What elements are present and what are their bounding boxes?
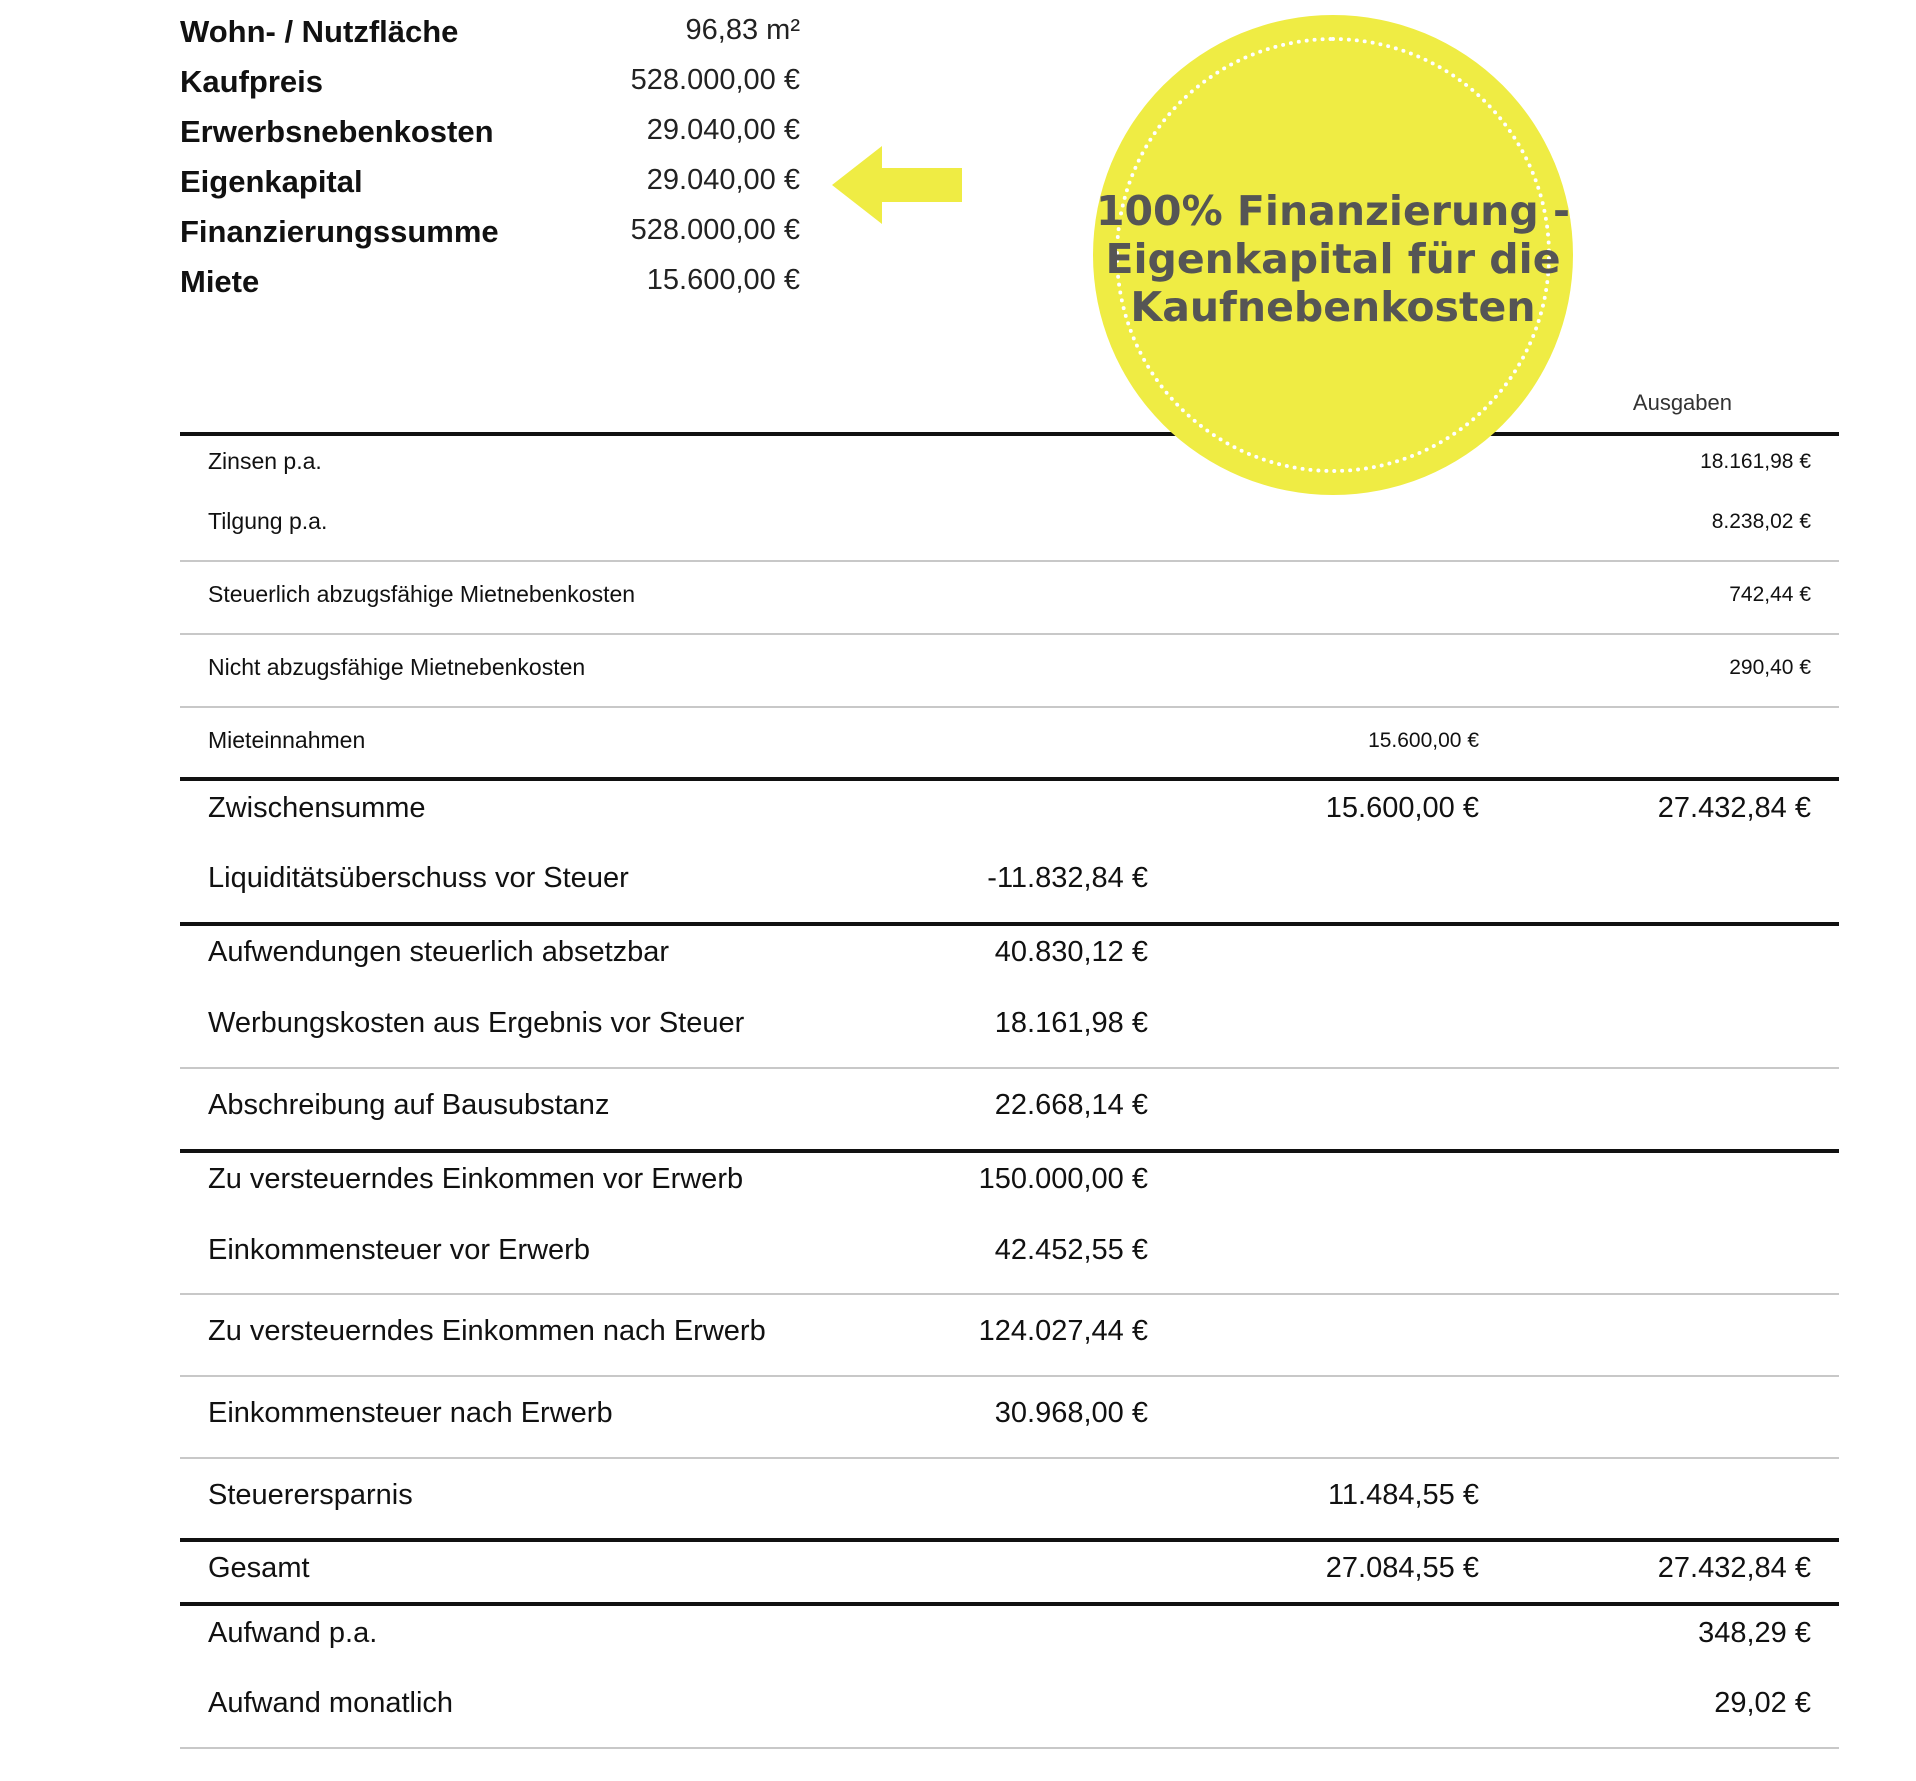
row-divider: [180, 1293, 1839, 1295]
table-row-value: 42.452,55 €: [994, 1234, 1148, 1266]
table-row-label: Einkommensteuer vor Erwerb: [208, 1234, 590, 1266]
summary-value: 29.040,00 €: [646, 114, 800, 146]
summary-value: 528.000,00 €: [630, 214, 800, 246]
row-divider: [180, 1375, 1839, 1377]
table-row-label: Aufwendungen steuerlich absetzbar: [208, 936, 670, 968]
table-row-value: 742,44 €: [1729, 583, 1811, 606]
table-row-value: 348,29 €: [1698, 1617, 1811, 1649]
table-row-value: 150.000,00 €: [978, 1163, 1148, 1195]
table-row-label: Aufwand monatlich: [208, 1687, 454, 1719]
badge-line: Kaufnebenkosten: [1130, 283, 1536, 331]
summary-label: Miete: [180, 264, 260, 299]
row-divider: [180, 706, 1839, 708]
table-row-value: 124.027,44 €: [978, 1315, 1148, 1347]
row-divider: [180, 922, 1839, 926]
table-row-label: Gesamt: [208, 1552, 310, 1584]
table-row-label: Mieteinnahmen: [208, 727, 366, 753]
row-divider: [180, 1457, 1839, 1459]
row-divider: [180, 1538, 1839, 1542]
table-row-label: Nicht abzugsfähige Mietnebenkosten: [208, 654, 586, 680]
summary-value: 528.000,00 €: [630, 64, 800, 96]
summary-label: Wohn- / Nutzfläche: [180, 14, 459, 49]
table-row-label: Werbungskosten aus Ergebnis vor Steuer: [208, 1007, 745, 1039]
table-row-label: Zwischensumme: [208, 792, 426, 824]
table-row-value: 15.600,00 €: [1325, 792, 1479, 824]
column-header-ausgaben: Ausgaben: [1632, 390, 1732, 415]
table-top-rule: [180, 432, 1839, 436]
table-row-value: 27.432,84 €: [1657, 1552, 1811, 1584]
summary-value: 15.600,00 €: [646, 264, 800, 296]
row-divider: [180, 1149, 1839, 1153]
table-row-value: 8.238,02 €: [1711, 510, 1811, 533]
table-row-label: Steuerersparnis: [208, 1479, 413, 1511]
summary-label: Kaufpreis: [180, 64, 323, 99]
table-row-value: 27.084,55 €: [1325, 1552, 1479, 1584]
table-row-value: 30.968,00 €: [994, 1397, 1148, 1429]
table-row-value: 29,02 €: [1714, 1687, 1811, 1719]
table-row-value: 18.161,98 €: [1700, 450, 1811, 473]
table-row-label: Aufwand p.a.: [208, 1617, 378, 1649]
table-row-value: 290,40 €: [1729, 656, 1811, 679]
summary-value: 96,83 m²: [685, 14, 800, 46]
row-divider: [180, 777, 1839, 781]
table-row-value: 18.161,98 €: [994, 1007, 1148, 1039]
table-row-value: 11.484,55 €: [1327, 1479, 1479, 1511]
summary-label: Eigenkapital: [180, 164, 363, 199]
promo-badge: [1093, 15, 1573, 495]
table-row-label: Abschreibung auf Bausubstanz: [208, 1089, 610, 1121]
table-bottom-rule: [180, 1747, 1839, 1749]
row-divider: [180, 1602, 1839, 1606]
row-divider: [180, 560, 1839, 562]
table-row-label: Steuerlich abzugsfähige Mietnebenkosten: [208, 581, 636, 607]
row-divider: [180, 1067, 1839, 1069]
table-row-label: Einkommensteuer nach Erwerb: [208, 1397, 613, 1429]
table-row-label: Tilgung p.a.: [208, 508, 328, 534]
summary-value: 29.040,00 €: [646, 164, 800, 196]
table-row-value: 15.600,00 €: [1368, 729, 1479, 752]
badge-line: 100% Finanzierung -: [1095, 187, 1570, 235]
table-row-value: -11.832,84 €: [987, 862, 1148, 894]
table-row-label: Zu versteuerndes Einkommen nach Erwerb: [208, 1315, 766, 1347]
table-row-label: Liquiditätsüberschuss vor Steuer: [208, 862, 629, 894]
summary-label: Erwerbsnebenkosten: [180, 114, 494, 149]
table-row-value: 27.432,84 €: [1657, 792, 1811, 824]
arrow-left-icon: [832, 146, 962, 224]
badge-line: Eigenkapital für die: [1105, 235, 1561, 283]
row-divider: [180, 633, 1839, 635]
table-row-value: 40.830,12 €: [994, 936, 1148, 968]
table-row-value: 22.668,14 €: [994, 1089, 1148, 1121]
summary-label: Finanzierungssumme: [180, 214, 499, 249]
table-row-label: Zu versteuerndes Einkommen vor Erwerb: [208, 1163, 744, 1195]
table-row-label: Zinsen p.a.: [208, 448, 322, 474]
badge-text: [1093, 187, 1573, 331]
